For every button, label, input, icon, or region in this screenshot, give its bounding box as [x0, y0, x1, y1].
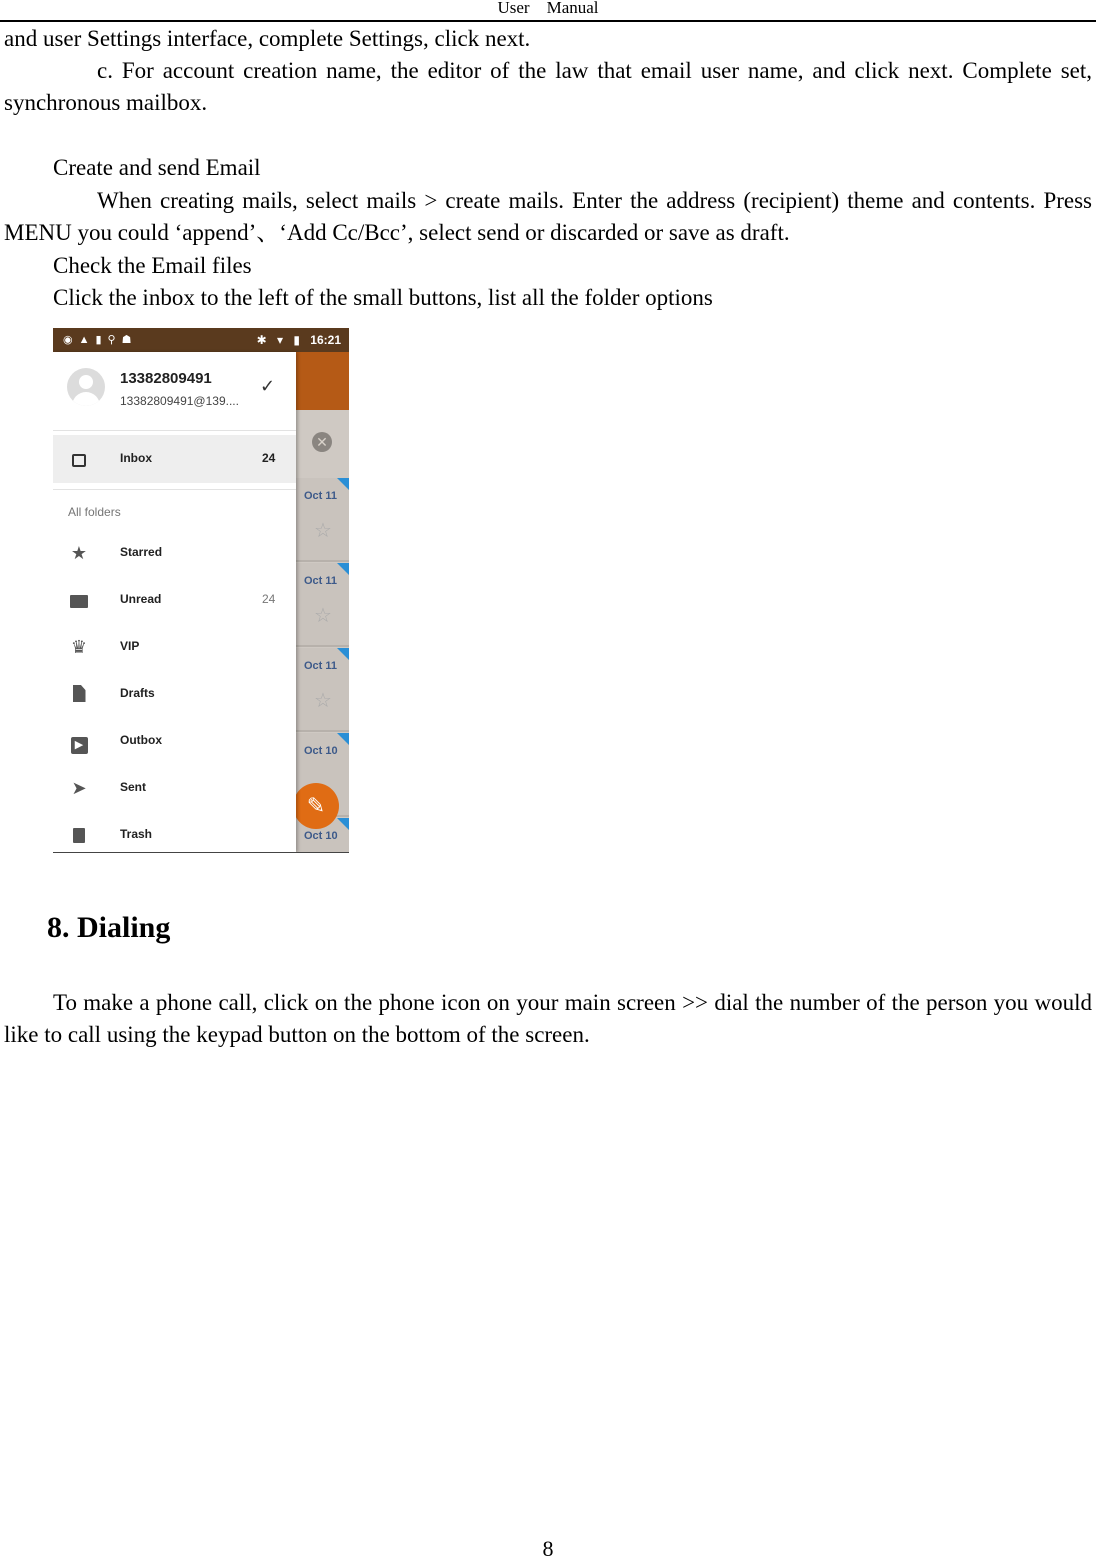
drawer-item-count: 24 — [262, 451, 276, 465]
mail-date: Oct 10 — [304, 745, 338, 757]
avatar — [67, 368, 105, 406]
compose-pencil-icon[interactable]: ✎ — [293, 783, 339, 829]
drawer-item-drafts[interactable] — [53, 674, 296, 714]
drawer-item-label: VIP — [120, 639, 140, 653]
drawer-item-label: Sent — [120, 780, 147, 794]
account-email: 13382809491@139.... — [120, 394, 239, 408]
paragraph-settings: and user Settings interface, complete Settings, click next. — [4, 26, 531, 51]
running-header — [0, 0, 1096, 22]
paragraph-dialing — [4, 987, 1092, 1051]
subheading-create-send-email: Create and send Email — [53, 155, 261, 180]
mail-item[interactable] — [296, 478, 349, 562]
all-folders-label: All folders — [68, 505, 121, 519]
drawer-item-label: Starred — [120, 545, 163, 559]
crown-icon: ♛ — [70, 637, 88, 657]
navigation-drawer — [53, 352, 296, 852]
paragraph-folder-options: Click the inbox to the left of the small buttons, list all the folder options — [53, 285, 713, 310]
inbox-icon — [67, 449, 91, 469]
status-right — [250, 328, 341, 352]
drawer-item-label: Inbox — [120, 451, 152, 465]
drawer-item-count: 24 — [262, 592, 276, 606]
drawer-item-label: Drafts — [120, 686, 155, 700]
paragraph-account-creation: c. For account creation name, the editor of the law that email user name, and click next. Complete set, synchronous mailbox. — [4, 58, 1092, 115]
drawer-item-inbox[interactable] — [53, 439, 296, 479]
notification-icons: ◉▲▮⚲☗ — [63, 334, 138, 346]
mail-item[interactable] — [296, 648, 349, 732]
drawer-item-trash[interactable] — [53, 815, 296, 853]
paragraph-creating-mails: When creating mails, select mails > create mails. Enter the address (recipient) theme and contents. Press MENU you could ‘append’、‘Add Cc/Bcc’, select send or discarded or save as draft. — [4, 188, 1092, 245]
drawer-item-sent[interactable] — [53, 768, 296, 808]
send-icon: ➤ — [71, 778, 87, 798]
mail-date: Oct 11 — [304, 660, 338, 672]
drawer-item-unread[interactable] — [53, 580, 296, 620]
star-outline-icon[interactable]: ☆ — [314, 605, 332, 627]
star-outline-icon[interactable]: ☆ — [314, 520, 332, 542]
email-drawer-screenshot — [53, 328, 349, 853]
drawer-item-label: Outbox — [120, 733, 162, 747]
drawer-item-vip[interactable] — [53, 627, 296, 667]
header-title: User Manual — [497, 0, 599, 17]
unread-marker-icon — [337, 648, 349, 660]
unread-marker-icon — [337, 733, 349, 745]
drawer-item-label: Trash — [120, 827, 153, 841]
unread-marker-icon — [337, 818, 349, 830]
bluetooth-icon: ✱ — [256, 333, 267, 347]
star-icon: ★ — [70, 543, 88, 563]
divider — [53, 489, 296, 490]
check-icon: ✓ — [260, 376, 276, 396]
status-bar — [53, 328, 349, 352]
trash-icon — [67, 825, 91, 845]
mail-date: Oct 10 — [304, 830, 338, 842]
drawer-item-starred[interactable] — [53, 533, 296, 573]
section-heading-dialing: 8. Dialing — [47, 911, 171, 944]
status-time: 16:21 — [310, 333, 341, 347]
envelope-icon — [67, 590, 91, 610]
mail-date: Oct 11 — [304, 575, 338, 587]
battery-icon: ▮ — [293, 333, 300, 347]
unread-marker-icon — [337, 563, 349, 575]
paragraph-dialing-text: To make a phone call, click on the phone icon on your main screen >> dial the number of the person you would like to call using the keypad button on the bottom of the screen. — [4, 990, 1092, 1047]
unread-marker-icon — [337, 478, 349, 490]
page-number: 8 — [542, 1536, 554, 1561]
close-icon[interactable]: ✕ — [312, 432, 332, 452]
document-icon — [67, 684, 91, 704]
wifi-icon: ▾ — [276, 333, 283, 347]
drawer-item-label: Unread — [120, 592, 162, 606]
account-name: 13382809491 — [120, 370, 212, 387]
account-header[interactable] — [53, 352, 296, 431]
star-outline-icon[interactable]: ☆ — [314, 690, 332, 712]
mail-date: Oct 11 — [304, 490, 338, 502]
mail-item[interactable] — [296, 563, 349, 647]
outbox-icon: ▶ — [67, 731, 91, 751]
subheading-check-email-files: Check the Email files — [53, 253, 252, 278]
drawer-item-outbox[interactable] — [53, 721, 296, 761]
